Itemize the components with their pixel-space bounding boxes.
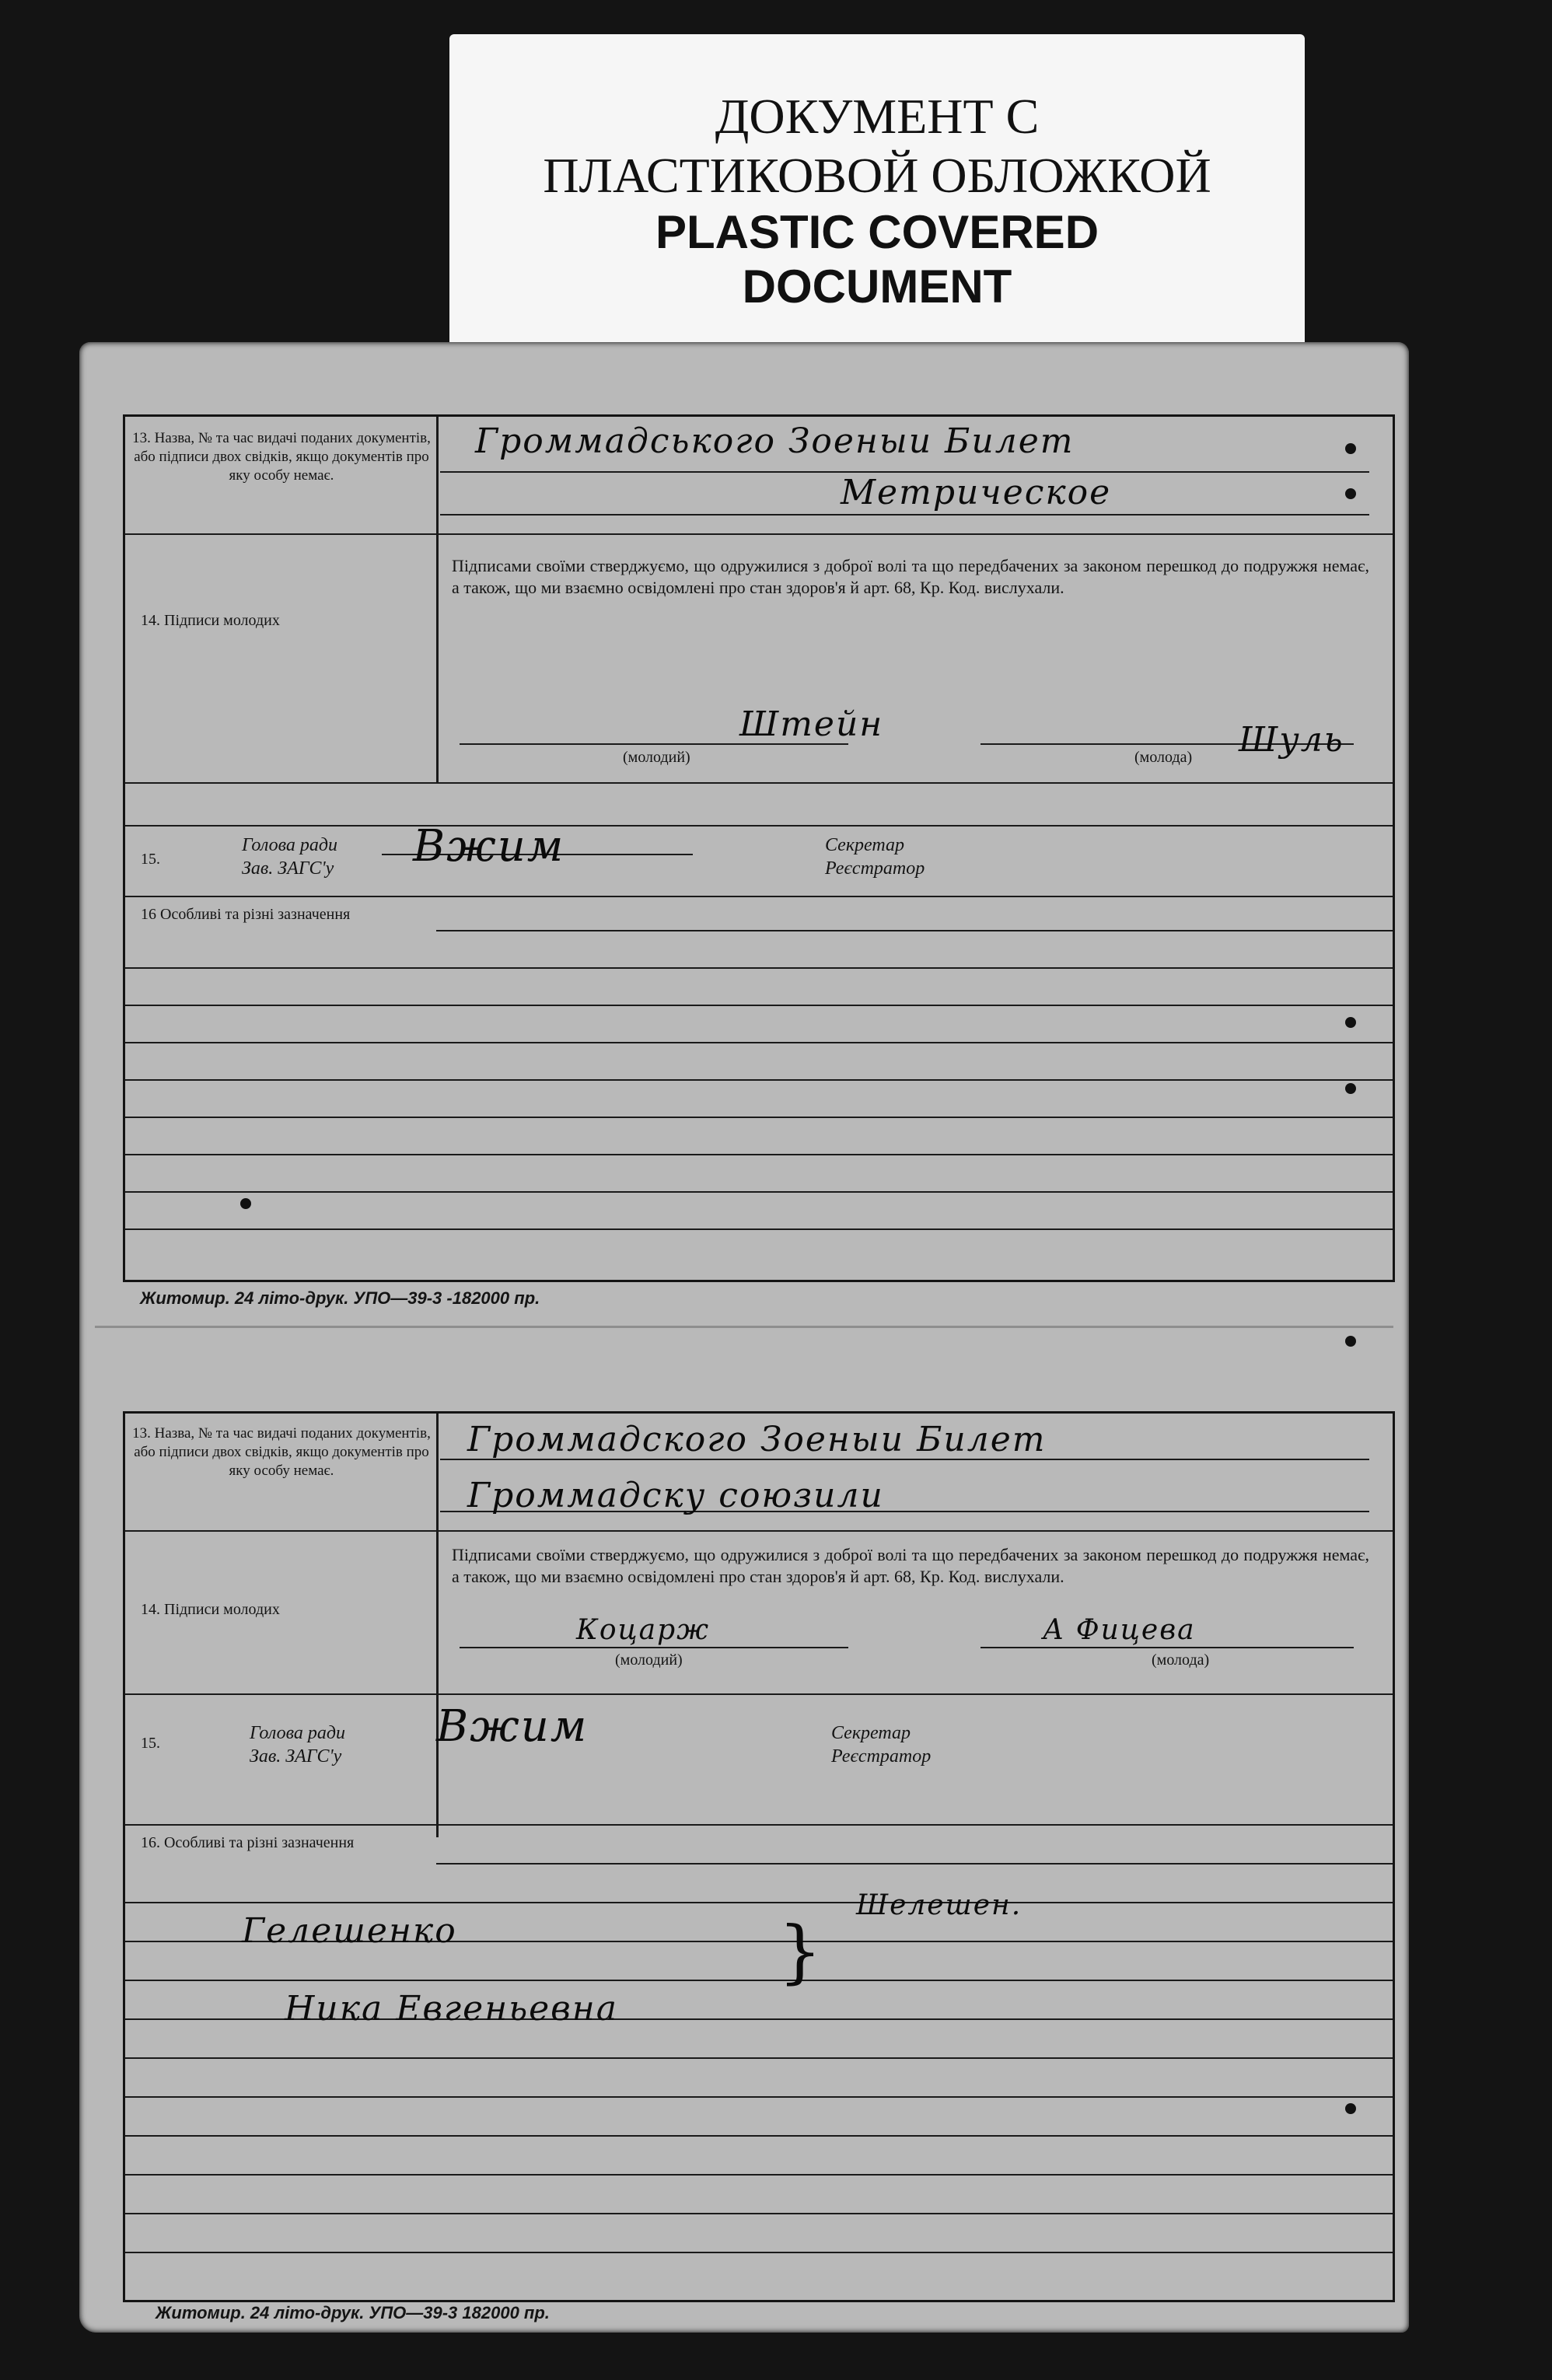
field13-value-line2: Метрическое: [841, 473, 1112, 512]
paper-hole: [240, 1198, 251, 1209]
ruled-line: [125, 967, 1393, 969]
groom-signature: Коцарж: [576, 1614, 711, 1646]
field13-value-line1: Громмадского Зоеныи Билет: [467, 1420, 1047, 1459]
ruled-line: [125, 1191, 1393, 1193]
ruled-line: [125, 1154, 1393, 1155]
ruled-line: [125, 2174, 1393, 2176]
binding-hole: [1345, 488, 1356, 499]
row-divider: [125, 896, 1393, 897]
ruled-line: [436, 930, 1393, 931]
head-label: Голова ради: [250, 1723, 345, 1743]
field14-label: 14. Підписи молодих: [141, 1601, 280, 1618]
field13-value-line1: Громмадського Зоеныи Билет: [475, 421, 1075, 461]
ruled-line: [125, 2252, 1393, 2253]
binding-hole: [1345, 1083, 1356, 1094]
field16-label: 16. Особливі та різні зазначення: [141, 1834, 355, 1851]
printer-imprint-bottom: Житомир. 24 літо-друк. УПО—39-3 182000 пр.: [156, 2303, 550, 2322]
bride-signature: Шуль: [1239, 720, 1344, 760]
groom-caption: (молодий): [623, 749, 690, 766]
field13-number: 13.: [132, 1425, 151, 1442]
ruled-line: [125, 1079, 1393, 1081]
row-divider: [125, 782, 1393, 784]
form-bottom: [123, 1411, 1395, 2302]
registry-head-label: Зав. ЗАГС'у: [242, 858, 334, 879]
ruled-line: [125, 2057, 1393, 2059]
ruled-line: [125, 1042, 1393, 1043]
row-divider: [125, 1530, 1393, 1532]
row-divider: [125, 533, 1393, 535]
field13-label: [131, 429, 432, 485]
label-column-divider: [436, 1414, 439, 1837]
note-line1: Гелешенко: [242, 1911, 457, 1951]
marriage-statement: Підписами своїми стверджуємо, що одружилися з доброї волі та що передбачених за законом перешкод до подружжя немає, а також, що ми взаємно освідомлені про стан здоров'я й арт. 68, Кр. Код. вислухали.: [452, 1545, 1369, 1586]
ruled-line: [125, 1117, 1393, 1118]
head-label: Голова ради: [242, 835, 337, 855]
field16-label: 16 Особливі та різні зазначення: [141, 906, 351, 923]
registrar-label: Реєстратор: [831, 1746, 932, 1767]
ruled-line: [436, 1863, 1393, 1865]
ruled-line: [125, 1228, 1393, 1230]
note-line2: Ника Евгеньевна: [285, 1989, 619, 2029]
label-column-divider: [436, 417, 439, 782]
row-divider: [125, 1824, 1393, 1826]
groom-signature: Штейн: [739, 704, 884, 744]
groom-signature-line: [460, 1647, 848, 1648]
marriage-statement: Підписами своїми стверджуємо, що одружилися з доброї волі та що передбачених за законом перешкод до подружжя немає, а також, що ми взаємно освідомлені про стан здоров'я й арт. 68, Кр. Код. вислухали.: [452, 556, 1369, 597]
ruled-line: [125, 2213, 1393, 2214]
writing-line: [440, 514, 1369, 515]
secretary-label: Секретар: [825, 835, 905, 855]
bride-signature: А Фицева: [1043, 1614, 1196, 1646]
note-signature: Шелешен.: [856, 1889, 1022, 1921]
printer-imprint-top: Житомир. 24 літо-друк. УПО—39-3 -182000 пр.: [140, 1288, 540, 1308]
secretary-label: Секретар: [831, 1723, 911, 1743]
ruled-line: [125, 1980, 1393, 1981]
archive-label-card: [449, 34, 1305, 376]
registrar-label: Реєстратор: [825, 858, 925, 879]
binding-hole: [1345, 443, 1356, 454]
head-signature: Вжим: [413, 821, 565, 872]
row-divider: [125, 825, 1393, 827]
registry-head-label: Зав. ЗАГС'у: [250, 1746, 342, 1767]
field13-label: [131, 1424, 432, 1480]
binding-hole: [1345, 1017, 1356, 1028]
ruled-line: [125, 2096, 1393, 2098]
page-fold: [95, 1326, 1393, 1328]
head-signature: Вжим: [436, 1701, 589, 1752]
ruled-line: [125, 1005, 1393, 1006]
ruled-line: [125, 2135, 1393, 2137]
field15-number: 15.: [141, 1735, 160, 1752]
field14-label: 14. Підписи молодих: [141, 612, 280, 629]
field13-label-text: Назва, № та час видачі поданих документів, або підписи двох свідків, якщо документів про яку особу немає.: [134, 430, 431, 484]
field13-value-line2: Громмадску союзили: [467, 1476, 884, 1515]
groom-caption: (молодий): [615, 1651, 683, 1669]
row-divider: [125, 1693, 1393, 1695]
note-brace: }: [778, 1911, 823, 1991]
bride-signature-line: [980, 1647, 1354, 1648]
binding-hole: [1345, 1336, 1356, 1347]
label-ru-line1: ДОКУМЕНТ С: [715, 89, 1040, 144]
ruled-line: [125, 1902, 1393, 1903]
label-en-line1: PLASTIC COVERED: [655, 206, 1099, 258]
field13-number: 13.: [132, 430, 151, 446]
field15-number: 15.: [141, 851, 160, 868]
form-top: [123, 414, 1395, 1282]
label-en-line2: DOCUMENT: [742, 260, 1012, 313]
label-ru-line2: ПЛАСТИКОВОЙ ОБЛОЖКОЙ: [543, 148, 1211, 203]
bride-caption: (молода): [1152, 1651, 1210, 1669]
bride-caption: (молода): [1134, 749, 1193, 766]
field13-label-text: Назва, № та час видачі поданих документів, або підписи двох свідків, якщо документів про яку особу немає.: [134, 1425, 431, 1479]
